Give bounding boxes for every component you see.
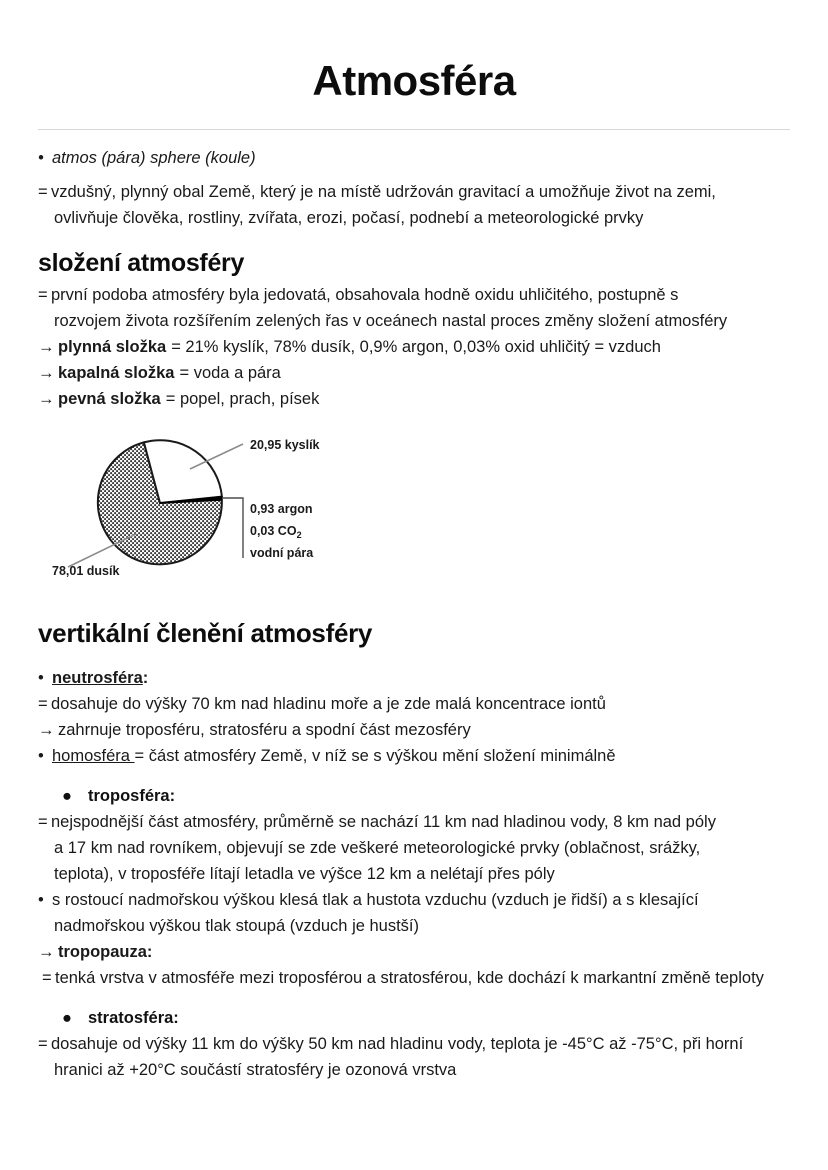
composition-item-liquid-label: kapalná složka [58,364,175,383]
pie-label-oxygen: 20,95 kyslík [250,438,320,453]
tropopause-heading [38,939,790,965]
troposphere-pressure-line-1 [38,887,790,913]
troposphere-definition-line-2 [38,835,790,861]
equals-marker: = [38,1035,48,1054]
composition-item-gaseous-label: plynná složka [58,338,167,357]
composition-item-gaseous [38,334,790,360]
bullet-marker: • [38,149,44,168]
stratosphere-definition-line-2 [38,1057,790,1083]
neutrosphere-definition-text: dosahuje do výšky 70 km nad hladinu moře a je zde malá koncentrace iontů [51,695,606,714]
heading-vertical-structure: vertikální členění atmosféry [38,618,373,649]
atmosphere-composition-pie-chart [38,424,790,592]
composition-item-gaseous-value: = 21% kyslík, 78% dusík, 0,9% argon, 0,03% oxid uhličitý = vzduch [171,338,661,357]
intro-etymology-line [38,145,790,171]
tropopause-definition-line [38,965,790,991]
troposphere-definition-text-3: teplota), v troposféře lítají letadla ve výšce 12 km a nelétají přes póly [54,865,555,884]
troposphere-pressure-text-2: nadmořskou výškou tlak stoupá (vzduch je hustší) [54,917,420,936]
neutrosphere-colon: : [142,669,149,688]
troposphere-definition-text-2: a 17 km nad rovníkem, objevují se zde veškeré meteorologické prvky (oblačnost, srážky, [54,839,701,858]
equals-marker: = [38,813,48,832]
homosphere-definition-text: = část atmosféry Země, v níž se s výškou mění složení minimálně [134,747,616,766]
intro-definition-line-1 [38,179,790,205]
arrow-marker: → [38,390,55,409]
equals-marker: = [38,286,48,305]
pie-label-co2: 0,03 $CO_2$ [250,524,302,541]
heading-composition: složení atmosféry [38,249,245,278]
troposphere-pressure-line-2 [38,913,790,939]
composition-history-line-1 [38,282,790,308]
composition-item-liquid-value: = voda a pára [179,364,281,383]
stratosphere-label: stratosféra: [88,1009,179,1028]
equals-marker: = [38,695,48,714]
stratosphere-definition-line-1 [38,1031,790,1057]
homosphere-line [38,743,790,769]
troposphere-label: troposféra: [88,787,176,806]
troposphere-definition-line-3 [38,861,790,887]
intro-etymology-text: atmos (pára) sphere (koule) [52,149,256,168]
composition-item-liquid [38,360,790,386]
composition-history-line-2 [38,308,790,334]
title-divider [38,129,790,130]
composition-item-solid [38,386,790,412]
composition-history-text-1: první podoba atmosféry byla jedovatá, obsahovala hodně oxidu uhličitého, postupně s [51,286,679,305]
composition-history-text-2: rozvojem života rozšířením zelených řas v oceánech nastal proces změny složení atmosféry [54,312,728,331]
troposphere-definition-text-1: nejspodnější část atmosféry, průměrně se nachází 11 km nad hladinou vody, 8 km nad póly [51,813,716,832]
intro-definition-line-2 [38,205,790,231]
pie-label-argon: 0,93 argon [250,502,313,517]
pie-label-water-vapor: vodní pára [250,546,314,561]
neutrosphere-includes-text: zahrnuje troposféru, stratosféru a spodní část mezosféry [58,721,471,740]
intro-definition-text-1: vzdušný, plynný obal Země, který je na místě udržován gravitací a umožňuje život na zemi, [51,183,716,202]
equals-marker: = [42,969,52,988]
bullet-marker: • [38,669,44,688]
neutrosphere-label: neutrosféra [52,669,143,688]
bullet-dot-icon: ● [62,787,72,806]
neutrosphere-definition-line [38,691,790,717]
tropopause-label: tropopauza: [58,943,153,962]
arrow-marker: → [38,364,55,383]
arrow-marker: → [38,338,55,357]
leader-bracket-trace-gases [222,498,243,558]
pie-chart-svg [38,424,398,592]
composition-item-solid-value: = popel, prach, písek [165,390,320,409]
troposphere-definition-line-1 [38,809,790,835]
homosphere-label: homosféra [52,747,135,766]
stratosphere-definition-text-2: hranici až +20°C součástí stratosféry je ozonová vrstva [54,1061,457,1080]
neutrosphere-includes-line [38,717,790,743]
stratosphere-definition-text-1: dosahuje od výšky 11 km do výšky 50 km nad hladinu vody, teplota je -45°C až -75°C, při horní [51,1035,744,1054]
troposphere-heading [38,783,790,809]
bullet-marker: • [38,891,44,910]
stratosphere-heading [38,1005,790,1031]
intro-definition-text-2: ovlivňuje člověka, rostliny, zvířata, erozi, počasí, podnebí a meteorologické prvky [54,209,644,228]
equals-marker: = [38,183,48,202]
bullet-dot-icon: ● [62,1009,72,1028]
page-title: Atmosféra [312,57,516,104]
arrow-marker: → [38,721,55,740]
tropopause-definition-text: tenká vrstva v atmosféře mezi troposférou a stratosférou, kde dochází k markantní změně teploty [55,969,764,988]
troposphere-pressure-text-1: s rostoucí nadmořskou výškou klesá tlak a hustota vzduchu (vzduch je řidší) a s klesající [52,891,699,910]
neutrosphere-heading [38,665,790,691]
pie-label-nitrogen: 78,01 dusík [52,564,120,579]
composition-item-solid-label: pevná složka [58,390,161,409]
arrow-marker: → [38,943,55,962]
bullet-marker: • [38,747,44,766]
